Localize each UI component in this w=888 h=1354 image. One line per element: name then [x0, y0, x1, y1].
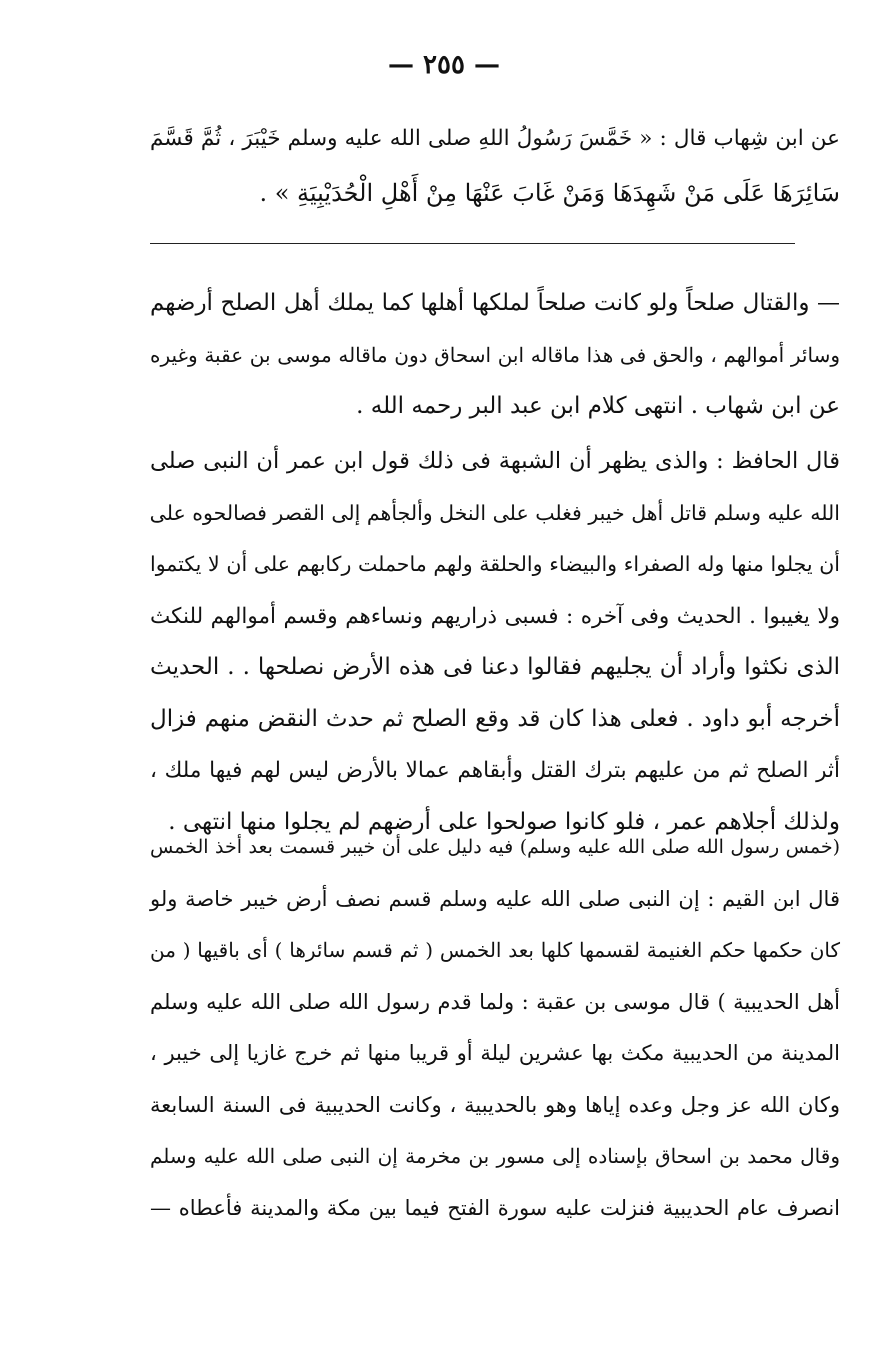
commentary-line: — والقتال صلحاً ولو كانت صلحاً لملكها أهلها كما يملك أهل الصلح أرضهم	[150, 290, 840, 316]
hadith-line: سَائِرَهَا عَلَى مَنْ شَهِدَهَا وَمَنْ غَابَ عَنْهَا مِنْ أَهْلِ الْحُدَيْبِيَةِ » .	[259, 179, 840, 207]
commentary-line: قال ابن القيم : إن النبى صلى الله عليه وسلم قسم نصف أرض خيبر خاصة ولو	[150, 886, 840, 911]
hadith-line: عن ابن شِهاب قال : « خَمَّسَ رَسُولُ اللهِ صلى الله عليه وسلم خَيْبَرَ ، ثُمَّ قَسَّمَ	[150, 126, 840, 151]
commentary-line: ولذلك أجلاهم عمر ، فلو كانوا صولحوا على أرضهم لم يجلوا منها انتهى .	[168, 808, 840, 835]
commentary-paragraph-2	[150, 436, 840, 848]
commentary-line: وقال محمد بن اسحاق بإسناده إلى مسور بن مخرمة إن النبى صلى الله عليه وسلم	[150, 1144, 840, 1168]
commentary-paragraph-1	[150, 278, 840, 433]
hadith-text	[150, 112, 840, 220]
commentary-line: انصرف عام الحديبية فنزلت عليه سورة الفتح فيما بين مكة والمدينة فأعطاه —	[150, 1195, 840, 1220]
commentary-line: ولا يغيبوا . الحديث وفى آخره : فسبى ذراريهم ونساءهم وقسم أموالهم للنكث	[150, 603, 840, 629]
commentary-line: عن ابن شهاب . انتهى كلام ابن عبد البر رحمه الله .	[356, 393, 840, 419]
commentary-line: الذى نكثوا وأراد أن يجليهم فقالوا دعنا فى هذه الأرض نصلحها . . الحديث	[150, 654, 840, 680]
commentary-line: كان حكمها حكم الغنيمة لقسمها كلها بعد الخمس ( ثم قسم سائرها ) أى باقيها ( من	[150, 938, 840, 962]
commentary-line: وكان الله عز وجل وعده إياها وهو بالحديبية ، وكانت الحديبية فى السنة السابعة	[150, 1092, 840, 1117]
commentary-line: أهل الحديبية ) قال موسى بن عقبة : ولما قدم رسول الله صلى الله عليه وسلم	[150, 989, 840, 1014]
commentary-line: (خمس رسول الله صلى الله عليه وسلم) فيه دليل على أن خيبر قسمت بعد أخذ الخمس	[150, 836, 840, 858]
commentary-line: الله عليه وسلم قاتل أهل خيبر فغلب على النخل وألجأهم إلى القصر فصالحوه على	[149, 500, 840, 525]
commentary-paragraph-3	[150, 822, 840, 1234]
page-number: — ٢٥٥ —	[387, 50, 501, 80]
commentary-line: قال الحافظ : والذى يظهر أن الشبهة فى ذلك قول ابن عمر أن النبى صلى	[150, 448, 840, 474]
separator-rule	[150, 243, 795, 244]
commentary-line: المدينة من الحديبية مكث بها عشرين ليلة أو قريبا منها ثم خرج غازيا إلى خيبر ،	[150, 1041, 840, 1065]
commentary-line: أخرجه أبو داود . فعلى هذا كان قد وقع الصلح ثم حدث النقض منهم فزال	[150, 705, 840, 732]
commentary-line: وسائر أموالهم ، والحق فى هذا ماقاله ابن اسحاق دون ماقاله موسى بن عقبة وغيره	[150, 342, 840, 367]
commentary-line: أن يجلوا منها وله الصفراء والبيضاء والحلقة ولهم ماحملت ركابهم على أن لا يكتموا	[150, 552, 840, 576]
commentary-line: أثر الصلح ثم من عليهم بترك القتل وأبقاهم عمالا بالأرض ليس لهم فيها ملك ،	[150, 758, 840, 783]
